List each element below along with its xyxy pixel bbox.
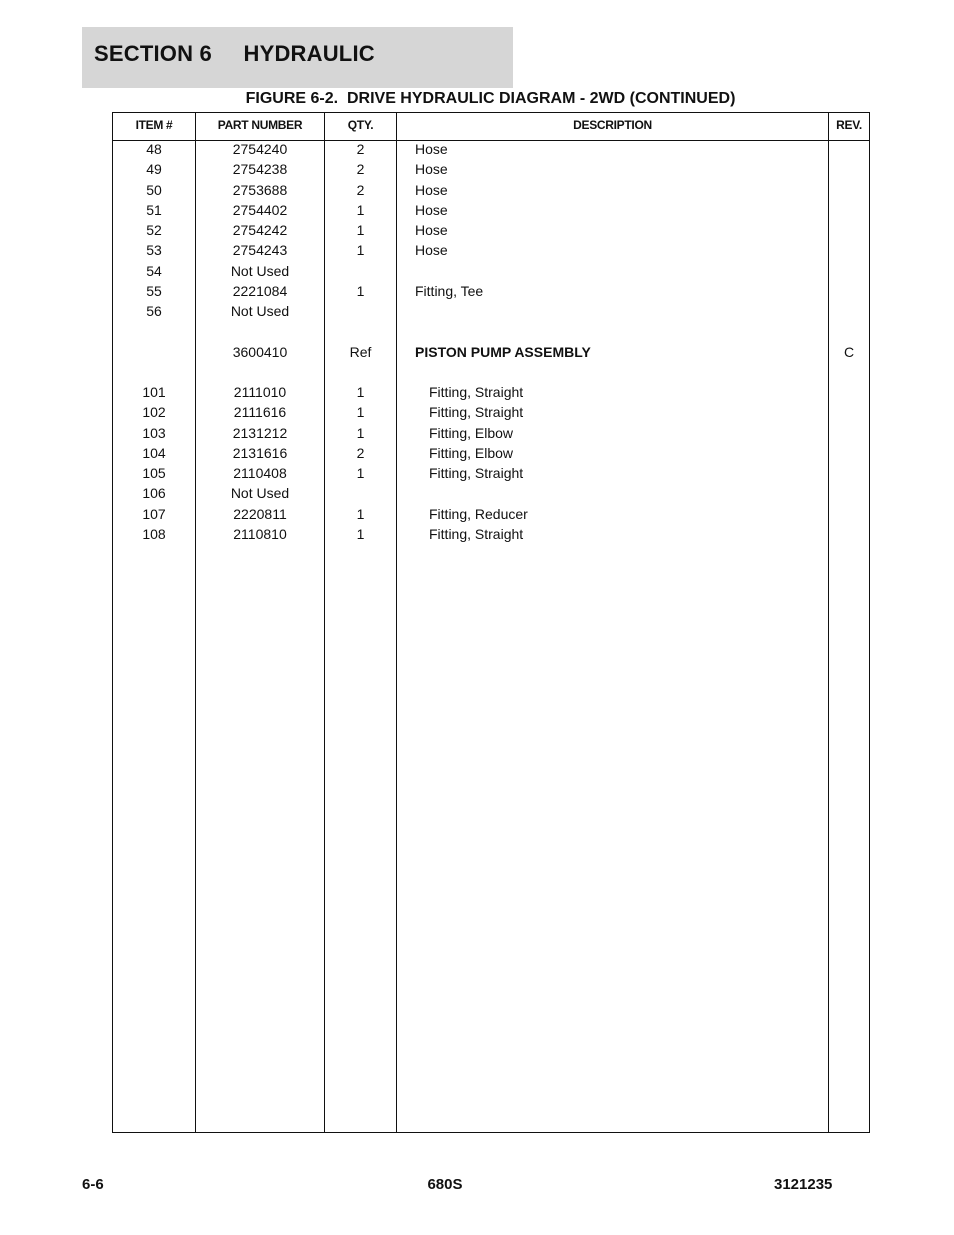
table-row — [113, 465, 869, 485]
table-row — [113, 202, 869, 222]
item-number: 56 — [146, 303, 162, 319]
part-number: 2754402 — [232, 201, 288, 218]
column-header-part-number: PART NUMBER — [217, 118, 303, 132]
page-number: 6-6 — [82, 1176, 104, 1193]
item-number: 107 — [142, 505, 166, 522]
quantity: 2 — [356, 444, 365, 461]
quantity: 1 — [356, 424, 365, 441]
item-number: 103 — [142, 424, 166, 441]
table-row — [113, 222, 869, 242]
table-row — [113, 425, 869, 445]
table-row — [113, 323, 869, 343]
description: Hose — [415, 181, 448, 198]
item-number: 53 — [146, 242, 162, 259]
description: PISTON PUMP ASSEMBLY — [415, 343, 591, 360]
part-number: 2111010 — [233, 384, 287, 400]
part-number: 2753688 — [232, 181, 288, 198]
table-row — [113, 242, 869, 262]
item-number: 50 — [146, 181, 162, 198]
quantity: 1 — [356, 384, 365, 400]
column-header-qty: QTY. — [347, 118, 374, 132]
item-number: 105 — [142, 465, 166, 481]
part-number: 2220811 — [233, 505, 287, 522]
model-number: 680S — [427, 1176, 463, 1193]
quantity: 2 — [356, 141, 365, 157]
item-number: 52 — [146, 222, 162, 238]
column-header-rev: REV. — [836, 118, 862, 132]
quantity: 1 — [356, 525, 365, 542]
column-header-item: ITEM # — [135, 118, 173, 132]
quantity: 1 — [356, 505, 365, 522]
table-row — [113, 263, 869, 283]
description: Hose — [415, 161, 448, 178]
item-number: 104 — [142, 444, 166, 461]
description: Fitting, Straight — [429, 404, 524, 421]
item-number: 106 — [142, 485, 166, 502]
quantity: 2 — [356, 181, 365, 198]
quantity: 1 — [356, 201, 365, 218]
quantity: 1 — [356, 465, 365, 481]
description: Hose — [415, 201, 448, 218]
part-number: 2131212 — [232, 424, 288, 441]
part-number: 2754242 — [232, 222, 288, 238]
quantity: 1 — [356, 404, 365, 421]
part-number: 2754240 — [232, 141, 288, 157]
item-number: 102 — [142, 404, 166, 421]
description: Fitting, Straight — [429, 465, 524, 481]
part-number: 2131616 — [232, 444, 288, 461]
description: Fitting, Straight — [429, 525, 524, 542]
table-row — [113, 141, 869, 161]
parts-table — [112, 112, 870, 1133]
quantity: 1 — [356, 242, 365, 259]
table-body — [113, 141, 869, 546]
table-row — [113, 526, 869, 546]
item-number: 54 — [146, 262, 162, 279]
part-number: 2111616 — [233, 404, 287, 421]
quantity: Ref — [349, 343, 372, 360]
description: Fitting, Tee — [415, 282, 484, 299]
document-number: 3121235 — [774, 1176, 833, 1193]
table-row — [113, 303, 869, 323]
part-number: Not Used — [230, 303, 290, 319]
item-number: 51 — [146, 201, 162, 218]
table-row — [113, 485, 869, 505]
item-number: 108 — [142, 525, 166, 542]
description: Fitting, Elbow — [429, 444, 514, 461]
table-row — [113, 364, 869, 384]
revision: C — [843, 343, 855, 360]
part-number: Not Used — [230, 485, 290, 502]
table-row — [113, 283, 869, 303]
quantity: 1 — [356, 222, 365, 238]
description: Fitting, Elbow — [429, 424, 514, 441]
table-row — [113, 506, 869, 526]
table-row — [113, 445, 869, 465]
description: Hose — [415, 222, 448, 238]
column-header-description: DESCRIPTION — [573, 118, 652, 132]
item-number: 48 — [146, 141, 162, 157]
description: Fitting, Reducer — [429, 505, 528, 522]
item-number: 101 — [142, 384, 166, 400]
description: Hose — [415, 242, 448, 259]
table-row — [113, 384, 869, 404]
part-number: 2754243 — [232, 242, 288, 259]
description: Hose — [415, 141, 448, 157]
item-number: 49 — [146, 161, 162, 178]
part-number: 3600410 — [232, 343, 288, 360]
section-header-band — [82, 27, 513, 88]
part-number: 2110408 — [233, 465, 287, 481]
item-number: 55 — [146, 282, 162, 299]
table-row — [113, 404, 869, 424]
description: Fitting, Straight — [429, 384, 524, 400]
part-number: 2110810 — [233, 525, 287, 542]
table-row — [113, 161, 869, 181]
quantity: 2 — [356, 161, 365, 178]
table-row — [113, 344, 869, 364]
table-header-row — [113, 113, 869, 141]
part-number: Not Used — [230, 262, 290, 279]
quantity: 1 — [356, 282, 365, 299]
table-row — [113, 182, 869, 202]
section-title: SECTION 6 HYDRAULIC — [94, 41, 375, 66]
part-number: 2754238 — [232, 161, 288, 178]
part-number: 2221084 — [232, 282, 288, 299]
figure-title: FIGURE 6-2. DRIVE HYDRAULIC DIAGRAM - 2WD (CONTINUED) — [245, 90, 736, 107]
